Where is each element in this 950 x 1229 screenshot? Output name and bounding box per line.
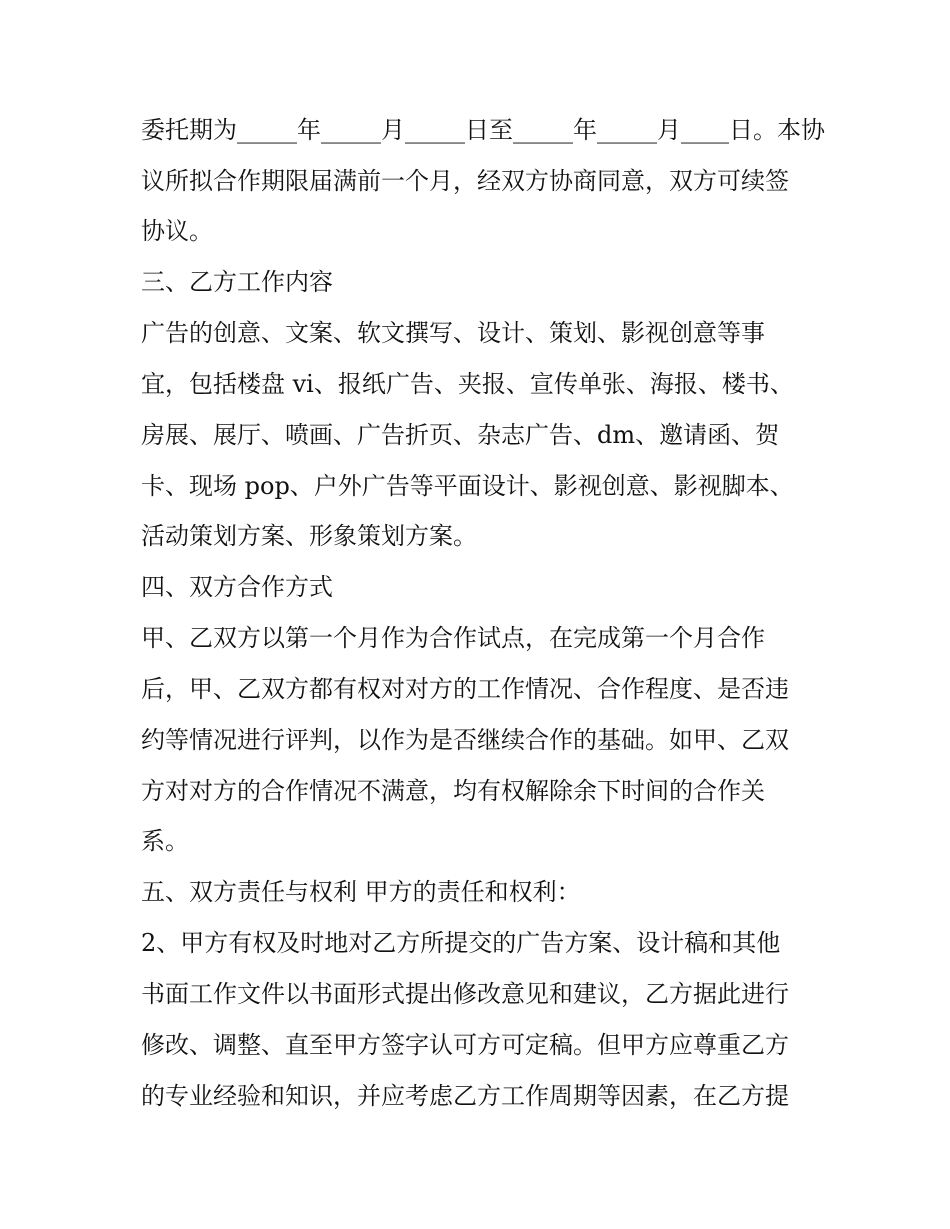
paragraph-line: 议所拟合作期限届满前一个月，经双方协商同意，双方可续签 [141, 167, 789, 195]
paragraph-line: 2、甲方有权及时地对乙方所提交的广告方案、设计稿和其他 [141, 929, 781, 957]
paragraph-line: 甲、乙双方以第一个月作为合作试点，在完成第一个月合作 [141, 624, 765, 652]
paragraph-line: 委托期为_____年_____月_____日至_____年_____月____日。本协 [141, 116, 825, 144]
paragraph-line: 约等情况进行评判，以作为是否继续合作的基础。如甲、乙双 [141, 726, 789, 754]
paragraph-line: 后，甲、乙双方都有权对对方的工作情况、合作程度、是否违 [141, 675, 789, 703]
section-heading: 三、乙方工作内容 [141, 268, 333, 296]
paragraph-line: 卡、现场 pop、户外广告等平面设计、影视创意、影视脚本、 [141, 472, 794, 500]
paragraph-line: 修改、调整、直至甲方签字认可方可定稿。但甲方应尊重乙方 [141, 1031, 789, 1059]
paragraph-line: 广告的创意、文案、软文撰写、设计、策划、影视创意等事 [141, 319, 765, 347]
paragraph-line: 活动策划方案、形象策划方案。 [141, 522, 477, 550]
paragraph-line: 方对对方的合作情况不满意，均有权解除余下时间的合作关 [141, 777, 765, 805]
paragraph-line: 协议。 [141, 217, 213, 245]
paragraph-line: 宜，包括楼盘 vi、报纸广告、夹报、宣传单张、海报、楼书、 [141, 370, 794, 398]
paragraph-line: 的专业经验和知识，并应考虑乙方工作周期等因素，在乙方提 [141, 1082, 789, 1110]
section-heading: 四、双方合作方式 [141, 573, 333, 601]
paragraph-line: 房展、展厅、喷画、广告折页、杂志广告、dm、邀请函、贺 [141, 421, 780, 449]
paragraph-line: 书面工作文件以书面形式提出修改意见和建议，乙方据此进行 [141, 980, 789, 1008]
section-heading: 五、双方责任与权利 甲方的责任和权利： [141, 878, 581, 906]
paragraph-line: 系。 [141, 827, 189, 855]
